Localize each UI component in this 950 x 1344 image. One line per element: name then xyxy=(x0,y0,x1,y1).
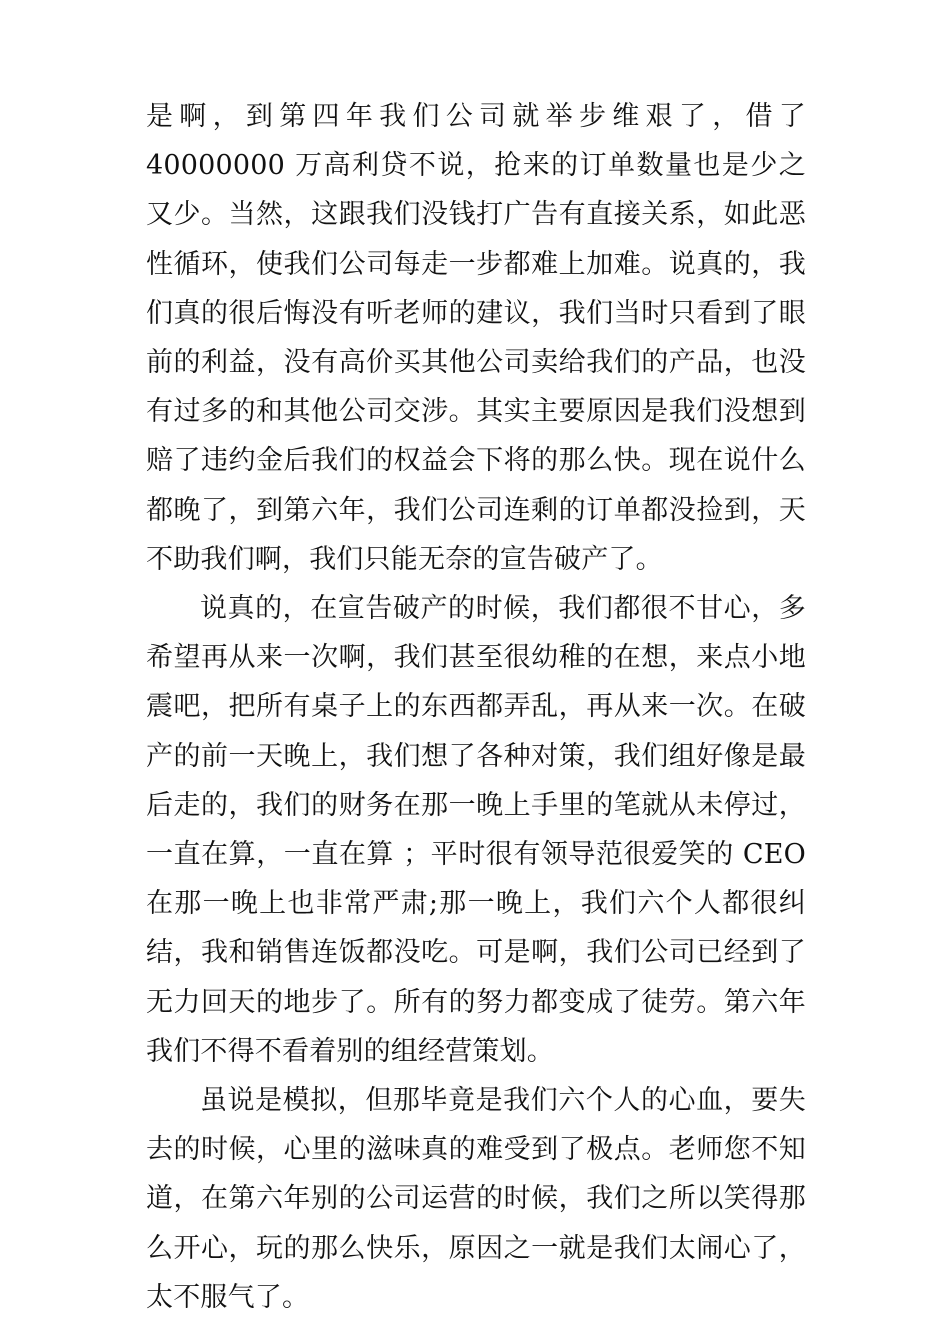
paragraph-3: 虽说是模拟，但那毕竟是我们六个人的心血，要失去的时候，心里的滋味真的难受到了极点。老师您不知道，在第六年别的公司运营的时候，我们之所以笑得那么开心，玩的那么快乐，原因之一就是我们太闹心了，太不服气了。 xyxy=(146,1085,806,1313)
paragraph-2: 说真的，在宣告破产的时候，我们都很不甘心，多希望再从来一次啊，我们甚至很幼稚的在想，来点小地震吧，把所有桌子上的东西都弄乱，再从来一次。在破产的前一天晚上，我们想了各种对策，我们组好像是最后走的，我们的财务在那一晚上手里的笔就从未停过，一直在算，一直在算 ；平时很有领导范很爱笑的 CEO 在那一晚上也非常严肃;那一晚上，我们六个人都很纠结，我和销售连饭都没吃。可是啊，我们公司已经到了无力回天的地步了。所有的努力都变成了徒劳。第六年我们不得不看着别的组经营策划。 xyxy=(146,593,806,1067)
document-body xyxy=(146,92,806,1322)
paragraph-1: 是啊，到第四年我们公司就举步维艰了，借了 40000000 万高利贷不说，抢来的订单数量也是少之又少。当然，这跟我们没钱打广告有直接关系，如此恶性循环，使我们公司每走一步都难上加难。说真的，我们真的很后悔没有听老师的建议，我们当时只看到了眼前的利益，没有高价买其他公司卖给我们的产品，也没有过多的和其他公司交涉。其实主要原因是我们没想到赔了违约金后我们的权益会下将的那么快。现在说什么都晚了，到第六年，我们公司连剩的订单都没捡到，天不助我们啊，我们只能无奈的宣告破产了。 xyxy=(146,101,806,575)
